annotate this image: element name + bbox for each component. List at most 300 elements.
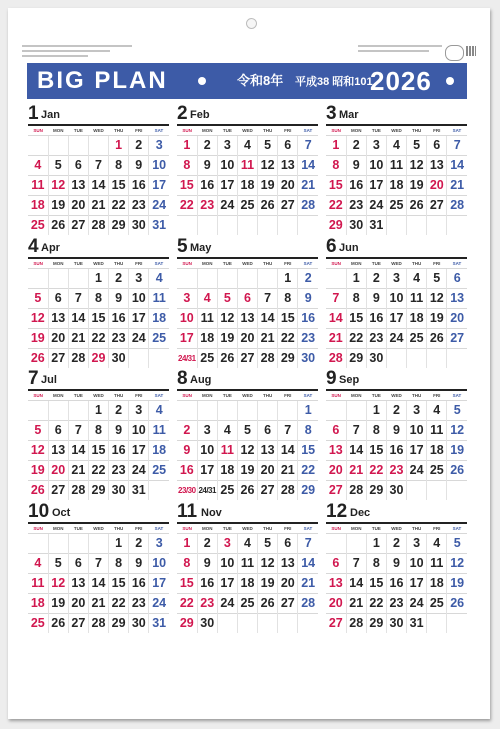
day-cell: 2	[129, 534, 149, 554]
weekday-label: SAT	[298, 125, 318, 136]
day-cell: 2	[109, 401, 129, 421]
weekday-label: THU	[109, 258, 129, 269]
month-number: 8	[177, 368, 188, 389]
day-cell: 14	[88, 176, 108, 196]
day-cell	[28, 269, 48, 289]
day-cell: 11	[427, 554, 447, 574]
day-cell: 7	[68, 421, 88, 441]
fine-print-left	[22, 45, 132, 57]
day-cell: 19	[28, 329, 48, 349]
week-row	[177, 349, 318, 369]
day-cell: 22	[326, 196, 346, 216]
day-cell	[217, 401, 237, 421]
day-cell: 7	[88, 156, 108, 176]
day-cell: 11	[28, 176, 48, 196]
day-cell: 24	[149, 594, 169, 614]
month-name: Nov	[201, 507, 222, 519]
day-cell: 10	[129, 289, 149, 309]
day-cell: 9	[298, 289, 318, 309]
day-cell	[298, 614, 318, 634]
day-cell: 25	[237, 196, 257, 216]
day-cell: 18	[427, 441, 447, 461]
week-row	[28, 461, 169, 481]
day-cell: 25	[149, 461, 169, 481]
weekday-label: SUN	[177, 390, 197, 401]
month-number: 9	[326, 368, 337, 389]
day-cell: 22	[177, 594, 197, 614]
day-cell: 21	[346, 594, 366, 614]
day-cell: 23	[366, 329, 386, 349]
day-cell: 27	[68, 614, 88, 634]
day-cell	[258, 401, 278, 421]
day-cell: 8	[109, 554, 129, 574]
day-cell: 7	[346, 421, 366, 441]
day-cell: 23	[129, 196, 149, 216]
day-cell: 10	[217, 554, 237, 574]
day-cell: 16	[346, 176, 366, 196]
weekday-label: THU	[407, 390, 427, 401]
day-cell: 2	[177, 421, 197, 441]
day-cell: 13	[68, 574, 88, 594]
week-row	[177, 614, 318, 634]
day-cell: 28	[68, 349, 88, 369]
month-name: Oct	[52, 507, 71, 519]
day-cell: 4	[149, 401, 169, 421]
month-may	[177, 238, 318, 365]
week-row	[177, 309, 318, 329]
day-cell: 3	[407, 401, 427, 421]
week-row	[28, 176, 169, 196]
day-cell: 12	[48, 176, 68, 196]
month-number: 3	[326, 103, 337, 124]
week-row	[326, 461, 467, 481]
day-cell: 1	[177, 136, 197, 156]
day-cell: 21	[258, 329, 278, 349]
day-cell: 26	[258, 196, 278, 216]
day-cell: 23	[386, 594, 406, 614]
day-cell: 5	[447, 534, 467, 554]
day-cell: 15	[366, 441, 386, 461]
day-cell: 6	[237, 289, 257, 309]
week-row	[28, 196, 169, 216]
day-cell: 6	[48, 289, 68, 309]
weekday-label: WED	[237, 523, 257, 534]
weekday-label: THU	[407, 258, 427, 269]
day-cell	[88, 136, 108, 156]
weekday-label: MON	[48, 258, 68, 269]
weekday-label: THU	[258, 390, 278, 401]
day-cell: 5	[447, 401, 467, 421]
day-cell: 28	[258, 349, 278, 369]
day-cell: 17	[386, 309, 406, 329]
day-cell: 26	[28, 349, 48, 369]
day-cell: 30	[386, 481, 406, 501]
week-row	[28, 554, 169, 574]
day-cell: 4	[217, 421, 237, 441]
weekday-label: WED	[237, 125, 257, 136]
week-row	[326, 329, 467, 349]
weekday-label: SUN	[326, 390, 346, 401]
day-cell: 3	[366, 136, 386, 156]
hanging-hole	[246, 18, 257, 29]
day-cell: 15	[177, 176, 197, 196]
day-cell: 12	[258, 156, 278, 176]
day-cell: 15	[88, 309, 108, 329]
day-cell: 12	[217, 309, 237, 329]
day-cell: 17	[129, 441, 149, 461]
week-row	[28, 421, 169, 441]
week-row	[177, 269, 318, 289]
day-cell: 30	[298, 349, 318, 369]
day-cell	[447, 216, 467, 236]
day-cell	[386, 216, 406, 236]
day-cell: 28	[326, 349, 346, 369]
day-cell	[48, 269, 68, 289]
day-cell: 15	[88, 441, 108, 461]
week-row	[326, 349, 467, 369]
day-cell	[129, 349, 149, 369]
day-cell: 7	[88, 554, 108, 574]
day-cell	[177, 269, 197, 289]
day-cell: 28	[298, 594, 318, 614]
day-cell: 20	[68, 594, 88, 614]
day-cell: 27	[68, 216, 88, 236]
day-cell: 23	[346, 196, 366, 216]
day-cell: 18	[28, 196, 48, 216]
day-cell: 22	[366, 594, 386, 614]
month-header	[28, 370, 169, 388]
day-cell: 14	[298, 554, 318, 574]
day-cell: 31	[366, 216, 386, 236]
logo-badge	[445, 45, 464, 61]
day-cell: 6	[447, 269, 467, 289]
day-cell: 31	[149, 614, 169, 634]
weekday-label: MON	[197, 390, 217, 401]
day-cell: 26	[258, 594, 278, 614]
week-row	[326, 216, 467, 236]
day-cell: 2	[129, 136, 149, 156]
day-cell: 23	[197, 196, 217, 216]
week-row	[177, 534, 318, 554]
day-cell: 2	[386, 534, 406, 554]
weekday-label: TUE	[217, 125, 237, 136]
day-cell: 26	[427, 329, 447, 349]
week-row	[326, 614, 467, 634]
day-cell: 8	[366, 421, 386, 441]
week-row	[28, 401, 169, 421]
week-row	[177, 554, 318, 574]
month-name: May	[190, 242, 212, 254]
week-row	[326, 269, 467, 289]
day-cell: 30	[129, 614, 149, 634]
day-cell: 16	[109, 441, 129, 461]
weekday-label: TUE	[366, 258, 386, 269]
weekday-label: TUE	[68, 258, 88, 269]
week-row	[326, 421, 467, 441]
day-cell	[326, 401, 346, 421]
month-header	[326, 370, 467, 388]
week-row	[28, 574, 169, 594]
day-cell: 20	[258, 461, 278, 481]
day-cell	[28, 136, 48, 156]
day-cell: 12	[237, 441, 257, 461]
day-cell: 13	[447, 289, 467, 309]
day-cell: 27	[326, 614, 346, 634]
day-cell: 16	[177, 461, 197, 481]
day-cell: 11	[386, 156, 406, 176]
weekday-label: SAT	[149, 523, 169, 534]
day-cell	[149, 349, 169, 369]
week-row	[177, 196, 318, 216]
day-cell: 25	[197, 349, 217, 369]
month-header	[326, 238, 467, 256]
day-cell: 8	[366, 554, 386, 574]
week-row	[28, 594, 169, 614]
day-cell	[298, 216, 318, 236]
month-header	[28, 503, 169, 521]
day-cell: 21	[278, 461, 298, 481]
day-cell: 14	[278, 441, 298, 461]
day-cell: 11	[217, 441, 237, 461]
day-cell: 11	[237, 156, 257, 176]
day-cell: 1	[298, 401, 318, 421]
day-cell	[447, 349, 467, 369]
day-cell	[48, 136, 68, 156]
day-cell: 19	[28, 461, 48, 481]
day-cell: 24	[407, 461, 427, 481]
day-cell: 31	[129, 481, 149, 501]
day-cell: 30	[109, 481, 129, 501]
day-cell: 20	[48, 329, 68, 349]
week-row	[28, 136, 169, 156]
weekday-label: FRI	[278, 523, 298, 534]
day-cell: 18	[149, 441, 169, 461]
day-cell: 26	[237, 481, 257, 501]
weekday-label: THU	[258, 125, 278, 136]
day-cell: 20	[326, 461, 346, 481]
weekday-label: MON	[197, 258, 217, 269]
day-cell	[28, 534, 48, 554]
day-cell: 19	[237, 461, 257, 481]
day-cell: 10	[407, 554, 427, 574]
day-cell: 27	[48, 349, 68, 369]
weekday-label: TUE	[366, 523, 386, 534]
day-cell: 25	[217, 481, 237, 501]
day-cell	[237, 269, 257, 289]
day-cell: 19	[447, 441, 467, 461]
weekday-label: SUN	[326, 258, 346, 269]
day-cell: 5	[217, 289, 237, 309]
weekday-label: FRI	[278, 258, 298, 269]
day-cell: 24	[129, 329, 149, 349]
month-number: 2	[177, 103, 188, 124]
day-cell: 5	[258, 136, 278, 156]
day-cell: 3	[217, 534, 237, 554]
day-cell: 20	[278, 176, 298, 196]
week-row	[177, 136, 318, 156]
day-cell: 18	[427, 574, 447, 594]
day-cell: 9	[197, 554, 217, 574]
week-row	[326, 401, 467, 421]
weekday-label: SAT	[447, 523, 467, 534]
day-cell: 31	[407, 614, 427, 634]
day-cell: 30	[129, 216, 149, 236]
day-cell: 21	[88, 594, 108, 614]
day-cell: 14	[447, 156, 467, 176]
day-cell: 21	[88, 196, 108, 216]
day-cell: 24/31	[177, 349, 197, 369]
day-cell: 17	[177, 329, 197, 349]
weekday-label: SUN	[177, 523, 197, 534]
day-cell: 29	[88, 349, 108, 369]
day-cell: 26	[217, 349, 237, 369]
day-cell: 23	[109, 461, 129, 481]
day-cell: 6	[48, 421, 68, 441]
day-cell: 1	[177, 534, 197, 554]
day-cell: 14	[346, 441, 366, 461]
month-number: 11	[177, 501, 198, 522]
day-cell: 18	[149, 309, 169, 329]
month-name: Apr	[41, 242, 60, 254]
week-row	[177, 461, 318, 481]
day-cell: 9	[109, 421, 129, 441]
day-cell: 29	[366, 614, 386, 634]
day-cell: 28	[346, 481, 366, 501]
day-cell: 1	[88, 401, 108, 421]
weekday-label: FRI	[278, 390, 298, 401]
day-cell: 24	[129, 461, 149, 481]
day-cell: 28	[278, 481, 298, 501]
weekday-label: FRI	[278, 125, 298, 136]
weekday-label: MON	[48, 523, 68, 534]
day-cell	[346, 401, 366, 421]
day-cell: 13	[326, 441, 346, 461]
day-cell: 2	[109, 269, 129, 289]
day-cell: 25	[237, 594, 257, 614]
weekday-label: FRI	[427, 390, 447, 401]
day-cell: 8	[346, 289, 366, 309]
day-cell: 1	[278, 269, 298, 289]
weekday-label: THU	[109, 125, 129, 136]
day-cell: 29	[298, 481, 318, 501]
day-cell: 30	[109, 349, 129, 369]
day-cell: 18	[386, 176, 406, 196]
month-number: 12	[326, 501, 348, 522]
weekday-label: MON	[48, 390, 68, 401]
day-cell: 28	[447, 196, 467, 216]
day-cell: 2	[346, 136, 366, 156]
month-name: Aug	[190, 374, 212, 386]
day-cell: 15	[109, 176, 129, 196]
month-grid	[177, 257, 318, 368]
day-cell: 1	[88, 269, 108, 289]
day-cell: 1	[109, 534, 129, 554]
day-cell: 19	[258, 574, 278, 594]
day-cell: 27	[237, 349, 257, 369]
day-cell: 29	[109, 614, 129, 634]
month-grid	[177, 522, 318, 633]
day-cell: 22	[88, 461, 108, 481]
day-cell: 14	[258, 309, 278, 329]
week-row	[28, 289, 169, 309]
day-cell	[258, 269, 278, 289]
week-row	[177, 594, 318, 614]
weekday-label: MON	[48, 125, 68, 136]
weekday-label: SAT	[298, 390, 318, 401]
weekday-label: THU	[109, 390, 129, 401]
day-cell: 22	[109, 594, 129, 614]
day-cell: 12	[48, 574, 68, 594]
day-cell	[68, 136, 88, 156]
day-cell: 10	[407, 421, 427, 441]
day-cell	[68, 269, 88, 289]
day-cell	[278, 216, 298, 236]
day-cell: 9	[129, 554, 149, 574]
day-cell: 3	[386, 269, 406, 289]
week-row	[326, 481, 467, 501]
day-cell: 13	[237, 309, 257, 329]
day-cell: 2	[366, 269, 386, 289]
month-grid	[177, 389, 318, 500]
day-cell: 13	[258, 441, 278, 461]
weekday-label: WED	[237, 258, 257, 269]
day-cell	[68, 534, 88, 554]
month-grid	[326, 389, 467, 500]
day-cell	[197, 269, 217, 289]
day-cell: 13	[278, 554, 298, 574]
month-sep	[326, 370, 467, 497]
day-cell: 30	[386, 614, 406, 634]
weekday-label: TUE	[68, 125, 88, 136]
day-cell: 15	[366, 574, 386, 594]
weekday-label: SAT	[298, 258, 318, 269]
weekday-label: FRI	[129, 523, 149, 534]
week-row	[28, 269, 169, 289]
day-cell: 1	[366, 534, 386, 554]
day-cell: 29	[346, 349, 366, 369]
day-cell: 9	[386, 554, 406, 574]
day-cell: 26	[48, 216, 68, 236]
day-cell: 16	[109, 309, 129, 329]
day-cell: 6	[427, 136, 447, 156]
day-cell: 10	[217, 156, 237, 176]
day-cell: 30	[197, 614, 217, 634]
day-cell: 18	[407, 309, 427, 329]
day-cell: 25	[386, 196, 406, 216]
day-cell: 5	[427, 269, 447, 289]
day-cell: 3	[197, 421, 217, 441]
day-cell: 13	[48, 441, 68, 461]
day-cell: 23/30	[177, 481, 197, 501]
week-row	[177, 289, 318, 309]
day-cell: 16	[197, 176, 217, 196]
week-row	[28, 156, 169, 176]
weekday-label: MON	[346, 390, 366, 401]
day-cell: 11	[237, 554, 257, 574]
day-cell: 30	[346, 216, 366, 236]
day-cell: 7	[258, 289, 278, 309]
day-cell: 27	[48, 481, 68, 501]
day-cell: 24/31	[197, 481, 217, 501]
day-cell: 4	[197, 289, 217, 309]
day-cell: 29	[278, 349, 298, 369]
weekday-label: WED	[88, 125, 108, 136]
day-cell: 27	[427, 196, 447, 216]
day-cell: 2	[298, 269, 318, 289]
weekday-label: THU	[258, 523, 278, 534]
day-cell: 22	[88, 329, 108, 349]
weekday-label: FRI	[129, 390, 149, 401]
